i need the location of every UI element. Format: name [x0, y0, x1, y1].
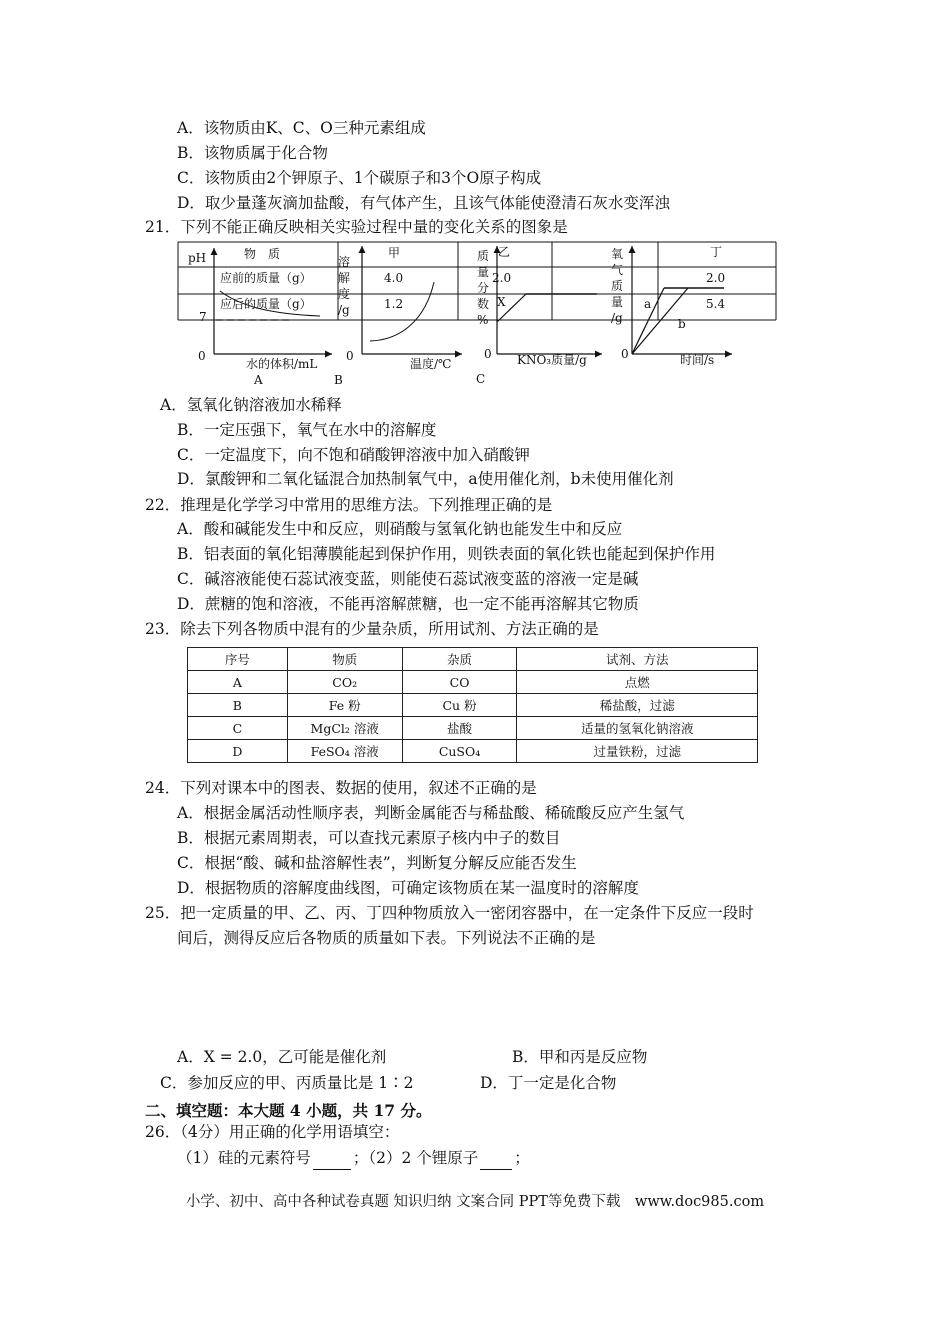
graph-d-ylabel-5: /g — [611, 311, 623, 325]
table-cell: A — [188, 671, 288, 694]
graph-c-ylabel-3: 分 — [477, 281, 490, 295]
graph-b-ylabel-3: 度 — [338, 287, 351, 301]
header-cell: 试剂、方法 — [517, 648, 758, 671]
q21-figure — [0, 236, 950, 386]
q24-stem: 24．下列对课本中的图表、数据的使用，叙述不正确的是 — [145, 779, 537, 797]
graph-d-label-a: a — [644, 297, 652, 311]
graph-b-ylabel-1: 溶 — [338, 255, 351, 269]
section-heading: 二、填空题：本大题 4 小题，共 17 分。 — [145, 1101, 432, 1120]
table-row1-jia: 4.0 — [384, 271, 404, 285]
graph-c-xlabel: KNO₃质量/g — [517, 353, 587, 367]
q23-stem: 23．除去下列各物质中混有的少量杂质，所用试剂、方法正确的是 — [145, 620, 599, 638]
graph-c-letter: C — [476, 372, 486, 386]
graph-b-ylabel-4: /g — [338, 303, 350, 317]
q25-stem-line2: 间后，测得反应后各物质的质量如下表。下列说法不正确的是 — [177, 929, 596, 947]
table-row1-ding: 2.0 — [706, 271, 726, 285]
q20-option-c: C．该物质由2个钾原子、1个碳原子和3个O原子构成 — [177, 169, 542, 187]
q26-sep: ； — [352, 1149, 369, 1167]
page-footer: 小学、初中、高中各种试卷真题 知识归纳 文案合同 PPT等免费下载 www.doc985.com — [185, 1194, 765, 1210]
table-header-ding: 丁 — [710, 245, 723, 259]
table-row — [188, 671, 758, 694]
q22-option-c: C．碱溶液能使石蕊试液变蓝，则能使石蕊试液变蓝的溶液一定是碱 — [177, 570, 639, 588]
q26-stem: 26．（4分）用正确的化学用语填空： — [145, 1123, 400, 1141]
graph-c-ylabel-5: % — [477, 313, 489, 327]
q20-option-a: A．该物质由K、C、O三种元素组成 — [177, 119, 426, 137]
table-row1-yi: 2.0 — [492, 271, 512, 285]
q24-option-d: D．根据物质的溶解度曲线图，可确定该物质在某一温度时的溶解度 — [177, 879, 639, 897]
graph-b-letter: B — [334, 373, 343, 386]
graph-d-ylabel-1: 氧 — [611, 247, 624, 261]
table-cell: B — [188, 694, 288, 717]
table-header-row — [188, 648, 758, 671]
graph-c-ylabel-1: 质 — [477, 249, 490, 263]
table-cell: CO₂ — [287, 671, 402, 694]
q24-option-b: B．根据元素周期表，可以查找元素原子核内中子的数目 — [177, 829, 561, 847]
q25-option-b: B．甲和丙是反应物 — [512, 1048, 648, 1066]
table-header-jia: 甲 — [388, 246, 401, 260]
q26-line — [177, 1147, 530, 1170]
q25-option-a: A．X = 2.0，乙可能是催化剂 — [177, 1048, 387, 1066]
q24-option-a: A．根据金属活动性顺序表，判断金属能否与稀盐酸、稀硫酸反应产生氢气 — [177, 804, 685, 822]
table-cell: 过量铁粉，过滤 — [517, 740, 758, 763]
answer-blank-2[interactable] — [480, 1147, 512, 1170]
q26-part1: （1）硅的元素符号 — [177, 1149, 311, 1167]
table-cell: 盐酸 — [402, 717, 517, 740]
q22-option-a: A．酸和碱能发生中和反应，则硝酸与氢氧化钠也能发生中和反应 — [177, 520, 623, 538]
q21-option-a: A．氢氧化钠溶液加水稀释 — [160, 396, 342, 414]
table-cell: Fe 粉 — [287, 694, 402, 717]
graph-a-seven: 7 — [199, 310, 207, 324]
graph-a-letter: A — [254, 373, 263, 386]
table-cell: FeSO₄ 溶液 — [287, 740, 402, 763]
table-cell: MgCl₂ 溶液 — [287, 717, 402, 740]
graph-b-origin: 0 — [346, 349, 354, 363]
q24-option-c: C．根据“酸、碱和盐溶解性表”，判断复分解反应能否发生 — [177, 854, 577, 872]
q20-option-d: D．取少量蓬灰滴加盐酸，有气体产生，且该气体能使澄清石灰水变浑浊 — [177, 194, 670, 212]
q22-stem: 22．推理是化学学习中常用的思维方法。下列推理正确的是 — [145, 496, 553, 514]
q21-option-b: B．一定压强下，氧气在水中的溶解度 — [177, 421, 437, 439]
table-row2-jia: 1.2 — [384, 297, 404, 311]
q21-option-c: C．一定温度下，向不饱和硝酸钾溶液中加入硝酸钾 — [177, 446, 530, 464]
table-cell: D — [188, 740, 288, 763]
q26-end: ； — [514, 1149, 530, 1167]
table-cell: 适量的氢氧化钠溶液 — [517, 717, 758, 740]
table-header-yi: 乙 — [498, 245, 511, 259]
table-cell: CO — [402, 671, 517, 694]
answer-blank-1[interactable] — [313, 1147, 351, 1170]
graph-a — [188, 248, 332, 386]
table-row1-label: 应前的质量（g） — [220, 271, 312, 285]
graph-a-ylabel: pH — [188, 251, 207, 265]
graph-b-ylabel-2: 解 — [338, 271, 351, 285]
q25-option-d: D．丁一定是化合物 — [480, 1074, 617, 1092]
table-cell: Cu 粉 — [402, 694, 517, 717]
q22-option-b: B．铝表面的氧化铝薄膜能起到保护作用，则铁表面的氧化铁也能起到保护作用 — [177, 545, 716, 563]
graph-c-origin: 0 — [484, 347, 492, 361]
graph-d-xlabel: 时间/s — [680, 353, 715, 367]
table-row — [188, 694, 758, 717]
graph-c-ylabel-4: 数 — [477, 297, 490, 311]
q26-part2: （2）2 个锂原子 — [368, 1149, 479, 1167]
table-cell: C — [188, 717, 288, 740]
graph-d-label-b: b — [678, 317, 686, 331]
graph-d-ylabel-2: 气 — [611, 263, 624, 277]
graph-a-xlabel: 水的体积/mL — [246, 357, 318, 371]
table-row — [188, 740, 758, 763]
table-row2-yi: X — [497, 295, 506, 309]
table-cell: 稀盐酸，过滤 — [517, 694, 758, 717]
graph-c-ylabel-2: 量 — [477, 265, 490, 279]
graph-a-origin: 0 — [198, 349, 206, 363]
table-cell: 点燃 — [517, 671, 758, 694]
q23-table — [187, 647, 758, 763]
q21-stem: 21．下列不能正确反映相关实验过程中量的变化关系的图象是 — [145, 218, 568, 236]
table-row2-label: 应后的质量（g） — [220, 297, 312, 311]
q22-option-d: D．蔗糖的饱和溶液，不能再溶解蔗糖，也一定不能再溶解其它物质 — [177, 595, 639, 613]
graph-d-origin: 0 — [621, 347, 629, 361]
graph-d-ylabel-3: 质 — [611, 279, 624, 293]
table-header-substance: 物 质 — [244, 247, 281, 261]
table-cell: CuSO₄ — [402, 740, 517, 763]
table-row — [188, 717, 758, 740]
q21-option-d: D．氯酸钾和二氧化锰混合加热制氧气中，a使用催化剂，b未使用催化剂 — [177, 470, 674, 488]
q25-option-c: C．参加反应的甲、丙质量比是 1∶2 — [160, 1074, 414, 1092]
header-cell: 物质 — [287, 648, 402, 671]
q20-option-b: B．该物质属于化合物 — [177, 144, 328, 162]
graph-d-ylabel-4: 量 — [611, 295, 624, 309]
header-cell: 序号 — [188, 648, 288, 671]
graph-b-xlabel: 温度/℃ — [410, 357, 452, 371]
q25-stem-line1: 25．把一定质量的甲、乙、丙、丁四种物质放入一密闭容器中，在一定条件下反应一段时 — [145, 904, 754, 922]
header-cell: 杂质 — [402, 648, 517, 671]
table-row2-ding: 5.4 — [706, 297, 726, 311]
